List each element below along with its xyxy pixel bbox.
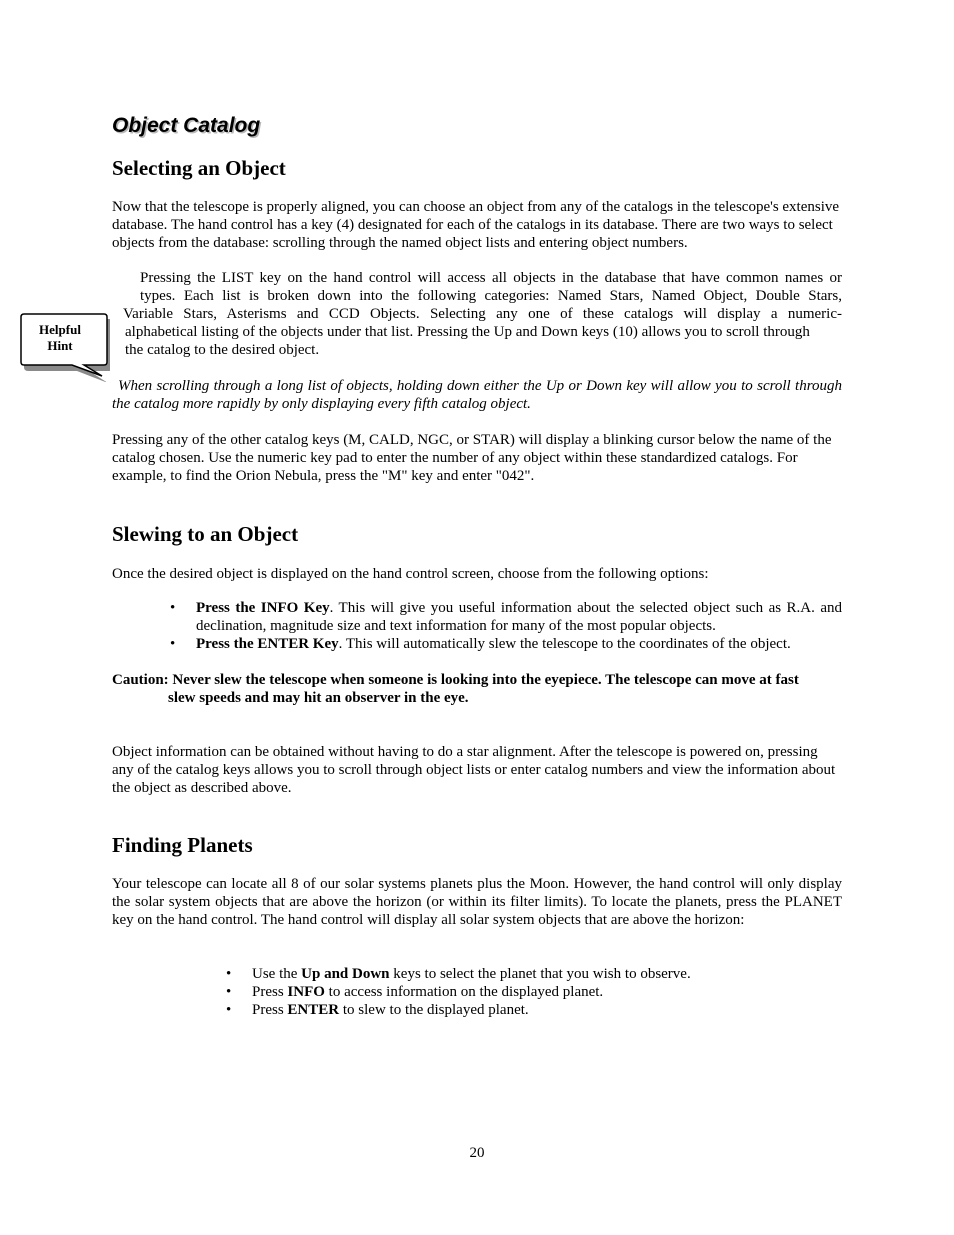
list-key-line-1: Pressing the LIST key on the hand control will access all objects in the database that have common names or [140, 270, 842, 286]
caution-line-2: slew speeds and may hit an observer in the eye. [168, 690, 469, 706]
step-pre: Press [252, 1002, 288, 1018]
page-title: Object Catalog [112, 114, 261, 137]
list-item [170, 599, 843, 635]
scrolling-hint-paragraph: When scrolling through a long list of objects, holding down either the Up or Down key will allow you to scroll through the catalog more rapidly by only displaying every fifth catalog object. [112, 378, 842, 412]
list-item [170, 635, 842, 653]
planets-intro-paragraph: Your telescope can locate all 8 of our solar systems planets plus the Moon. However, the hand control will only display the solar system objects that are above the horizon (or within its filter limits). To locate the planets, press the PLANET key on the hand control. The hand control will display all solar system objects that are above the horizon: [112, 876, 842, 928]
enter-key-text: . This will automatically slew the telescope to the coordinates of the object. [338, 636, 791, 652]
bullet-glyph: • [226, 984, 232, 1000]
step-key: Up and Down [301, 966, 390, 982]
object-info-paragraph: Object information can be obtained without having to do a star alignment. After the telescope is powered on, pressing any of the catalog keys allows you to scroll through object lists or enter catalog numbers and view the information about the object as described above. [112, 744, 836, 796]
list-item [226, 1001, 842, 1019]
bullet-glyph: • [226, 966, 232, 982]
step-post: to slew to the displayed planet. [339, 1002, 529, 1018]
page-number: 20 [469, 1145, 485, 1161]
planet-steps-list [226, 965, 842, 1019]
step-post: to access information on the displayed planet. [324, 984, 604, 1000]
list-item [226, 965, 842, 983]
bullet-glyph: • [226, 1002, 232, 1018]
selecting-intro-paragraph: Now that the telescope is properly aligned, you can choose an object from any of the catalogs in the telescope's extensive database. The hand control has a key (4) designated for each of the catalogs in its database. There are two ways to select objects from the database: scrolling through the named object lists and entering object numbers. [112, 199, 840, 251]
list-item [226, 983, 842, 1001]
heading-selecting-object: Selecting an Object [112, 156, 286, 180]
catalog-keys-paragraph: Pressing any of the other catalog keys (M, CALD, NGC, or STAR) will display a blinking cursor below the name of the catalog chosen. Use the numeric key pad to enter the number of any object within these standardized catalogs. For example, to find the Orion Nebula, press the "M" key and enter "042". [112, 432, 832, 484]
slewing-intro-paragraph: Once the desired object is displayed on the hand control screen, choose from the following options: [112, 566, 709, 582]
helpful-hint-line2: Hint [47, 338, 73, 353]
step-key: INFO [287, 984, 325, 1000]
bullet-glyph: • [170, 600, 176, 616]
heading-slewing-object: Slewing to an Object [112, 522, 299, 546]
step-pre: Use the [252, 966, 302, 982]
caution-line-1: Caution: Never slew the telescope when someone is looking into the eyepiece. The telescope can move at fast [112, 672, 799, 688]
step-pre: Press [252, 984, 288, 1000]
helpful-hint-line1: Helpful [39, 322, 81, 337]
info-key-text: . This will give you useful information about the selected object such as R.A. and declination, magnitude size and text information for many of the most popular objects. [196, 600, 843, 634]
helpful-hint-label [20, 322, 100, 354]
info-key-label: Press the INFO Key [196, 600, 330, 616]
bullet-glyph: • [170, 636, 176, 652]
step-key: ENTER [287, 1002, 340, 1018]
slewing-options-list [170, 599, 843, 653]
list-key-line-2: types. Each list is broken down into the following categories: Named Stars, Named Object, Double Stars, [140, 288, 842, 304]
heading-finding-planets: Finding Planets [112, 833, 253, 857]
list-key-line-3: Variable Stars, Asterisms and CCD Objects. Selecting any one of these catalogs will display a numeric- [123, 306, 842, 322]
list-key-line-4: alphabetical listing of the objects under that list. Pressing the Up and Down keys (10) allows you to scroll through [125, 324, 810, 340]
list-key-line-5: the catalog to the desired object. [125, 342, 320, 358]
enter-key-label: Press the ENTER Key [196, 636, 339, 652]
step-post: keys to select the planet that you wish to observe. [389, 966, 691, 982]
caution-notice [112, 671, 842, 707]
